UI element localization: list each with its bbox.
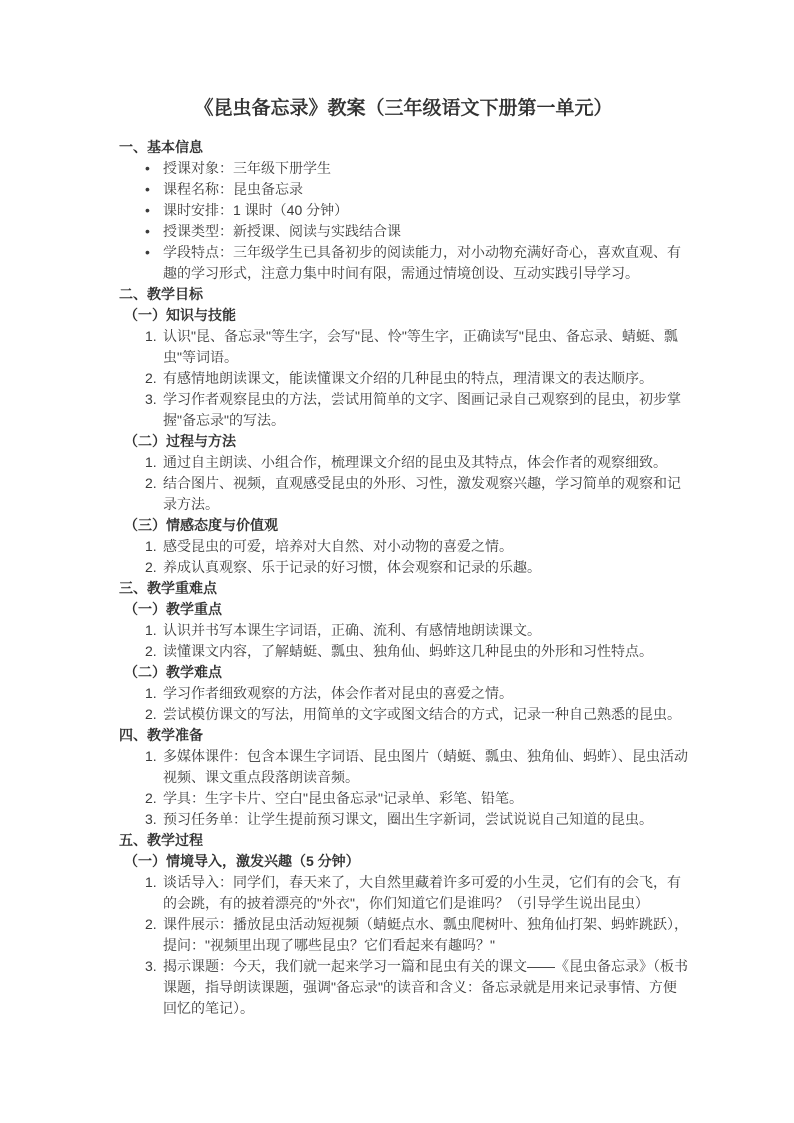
numbered-item-text: 多媒体课件：包含本课生字词语、昆虫图片（蜻蜓、瓢虫、独角仙、蚂蚱）、昆虫活动视频、课文重点段落朗读音频。 <box>163 748 688 785</box>
numbered-item <box>119 683 688 704</box>
numbered-item-text: 学具：生字卡片、空白"昆虫备忘录"记录单、彩笔、铅笔。 <box>163 790 523 806</box>
numbered-item <box>119 536 688 557</box>
heading-teaching-objectives: 二、教学目标 <box>119 286 203 302</box>
bullet-icon: • <box>145 244 150 260</box>
number-label: 1. <box>145 874 157 890</box>
number-label: 1. <box>145 748 157 764</box>
numbered-item <box>119 746 688 788</box>
numbered-item-text: 预习任务单：让学生提前预习课文，圈出生字新词，尝试说说自己知道的昆虫。 <box>163 811 653 827</box>
heading-key-difficult-points: 三、教学重难点 <box>119 580 217 596</box>
number-label: 3. <box>145 958 157 974</box>
numbered-item <box>119 389 688 431</box>
subheading-situation-introduction: （一）情境导入，激发兴趣（5 分钟） <box>124 853 360 869</box>
bullet-item-text: 课程名称：昆虫备忘录 <box>163 181 303 197</box>
number-label: 2. <box>145 370 157 386</box>
bullet-item <box>119 200 688 221</box>
numbered-item <box>119 326 688 368</box>
number-label: 1. <box>145 538 157 554</box>
bullet-item-text: 课时安排：1 课时（40 分钟） <box>163 202 349 218</box>
numbered-item-text: 揭示课题：今天，我们就一起来学习一篇和昆虫有关的课文——《昆虫备忘录》（板书课题，指导朗读课题，强调"备忘录"的读音和含义：备忘录就是用来记录事情、方便回忆的笔记）。 <box>163 958 688 1016</box>
bullet-item <box>119 179 688 200</box>
bullet-item <box>119 158 688 179</box>
numbered-item-text: 养成认真观察、乐于记录的好习惯，体会观察和记录的乐趣。 <box>163 559 541 575</box>
numbered-item-text: 谈话导入：同学们，春天来了，大自然里藏着许多可爱的小生灵，它们有的会飞，有的会跳，有的披着漂亮的"外衣"，你们知道它们是谁吗？（引导学生说出昆虫） <box>163 874 681 911</box>
bullet-icon: • <box>145 202 150 218</box>
number-label: 1. <box>145 685 157 701</box>
page-title: 《昆虫备忘录》教案（三年级语文下册第一单元） <box>194 98 613 119</box>
subheading-teaching-focus: （一）教学重点 <box>124 601 222 617</box>
bullet-item <box>119 242 688 284</box>
numbered-item <box>119 452 688 473</box>
numbered-item <box>119 704 688 725</box>
numbered-item <box>119 956 688 1019</box>
numbered-item <box>119 872 688 914</box>
bullet-item-text: 授课类型：新授课、阅读与实践结合课 <box>163 223 401 239</box>
numbered-item-text: 有感情地朗读课文，能读懂课文介绍的几种昆虫的特点，理清课文的表达顺序。 <box>163 370 653 386</box>
bullet-icon: • <box>145 223 150 239</box>
subheading-process-methods: （二）过程与方法 <box>124 433 236 449</box>
numbered-item <box>119 473 688 515</box>
number-label: 3. <box>145 811 157 827</box>
number-label: 1. <box>145 454 157 470</box>
numbered-item <box>119 368 688 389</box>
numbered-item <box>119 557 688 578</box>
number-label: 3. <box>145 391 157 407</box>
numbered-item <box>119 809 688 830</box>
numbered-item <box>119 641 688 662</box>
number-label: 2. <box>145 643 157 659</box>
subheading-teaching-difficulties: （二）教学难点 <box>124 664 222 680</box>
number-label: 1. <box>145 328 157 344</box>
subheading-knowledge-skills: （一）知识与技能 <box>124 307 236 323</box>
numbered-item-text: 尝试模仿课文的写法，用简单的文字或图文结合的方式，记录一种自己熟悉的昆虫。 <box>163 706 681 722</box>
numbered-item-text: 学习作者细致观察的方法，体会作者对昆虫的喜爱之情。 <box>163 685 513 701</box>
heading-teaching-preparation: 四、教学准备 <box>119 727 203 743</box>
numbered-item-text: 认识"昆、备忘录"等生字，会写"昆、怜"等生字，正确读写"昆虫、备忘录、蜻蜓、瓢虫"等词语。 <box>163 328 678 365</box>
number-label: 1. <box>145 622 157 638</box>
number-label: 2. <box>145 790 157 806</box>
numbered-item-text: 感受昆虫的可爱，培养对大自然、对小动物的喜爱之情。 <box>163 538 513 554</box>
bullet-item-text: 学段特点：三年级学生已具备初步的阅读能力，对小动物充满好奇心，喜欢直观、有趣的学习形式，注意力集中时间有限，需通过情境创设、互动实践引导学习。 <box>163 244 681 281</box>
numbered-item <box>119 914 688 956</box>
heading-teaching-process: 五、教学过程 <box>119 832 203 848</box>
number-label: 2. <box>145 706 157 722</box>
number-label: 2. <box>145 475 157 491</box>
lesson-plan-document <box>119 96 688 1019</box>
numbered-item <box>119 788 688 809</box>
numbered-item-text: 读懂课文内容，了解蜻蜓、瓢虫、独角仙、蚂蚱这几种昆虫的外形和习性特点。 <box>163 643 653 659</box>
numbered-item-text: 课件展示：播放昆虫活动短视频（蜻蜓点水、瓢虫爬树叶、独角仙打架、蚂蚱跳跃），提问："视频里出现了哪些昆虫？它们看起来有趣吗？" <box>163 916 688 953</box>
numbered-item-text: 认识并书写本课生字词语，正确、流利、有感情地朗读课文。 <box>163 622 541 638</box>
number-label: 2. <box>145 559 157 575</box>
number-label: 2. <box>145 916 157 932</box>
bullet-item-text: 授课对象：三年级下册学生 <box>163 160 331 176</box>
bullet-icon: • <box>145 160 150 176</box>
numbered-item-text: 通过自主朗读、小组合作，梳理课文介绍的昆虫及其特点，体会作者的观察细致。 <box>163 454 667 470</box>
numbered-item <box>119 620 688 641</box>
bullet-item <box>119 221 688 242</box>
bullet-icon: • <box>145 181 150 197</box>
numbered-item-text: 结合图片、视频，直观感受昆虫的外形、习性，激发观察兴趣，学习简单的观察和记录方法。 <box>163 475 681 512</box>
subheading-affect-values: （三）情感态度与价值观 <box>124 517 278 533</box>
heading-basic-info: 一、基本信息 <box>119 139 203 155</box>
numbered-item-text: 学习作者观察昆虫的方法，尝试用简单的文字、图画记录自己观察到的昆虫，初步掌握"备忘录"的写法。 <box>163 391 681 428</box>
